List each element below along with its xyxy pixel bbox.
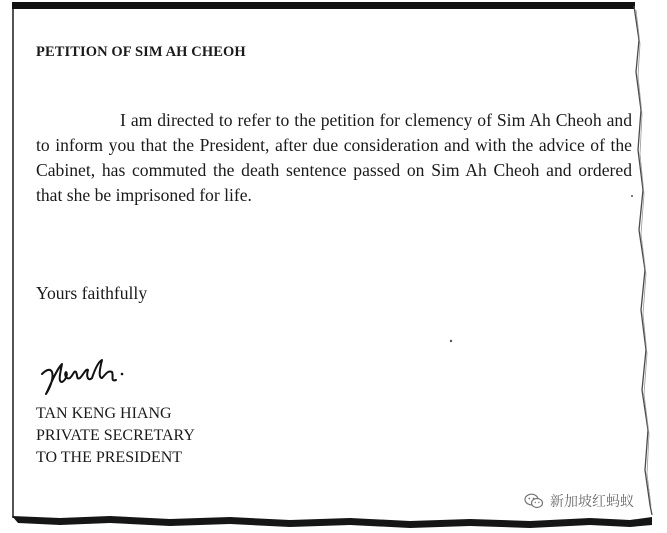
letter-body: I am directed to refer to the petition for clemency of Sim Ah Cheoh and to inform you that the President, after due consideration and with the advice of the Cabinet, has commuted the death sentence passed on Sim Ah Cheoh and ordered that she be imprisoned for life. [36,110,632,205]
watermark [524,491,634,511]
watermark-text: 新加坡红蚂蚁 [550,494,634,510]
signatory-name: TAN KENG HIANG [36,405,172,422]
closing-line: Yours faithfully [36,283,148,303]
signatory-position-office: TO THE PRESIDENT [36,449,183,466]
signature-block [36,403,195,469]
petition-title: PETITION OF SIM AH CHEOH [36,44,246,60]
handwritten-signature [36,352,136,400]
signatory-position: PRIVATE SECRETARY [36,427,195,444]
wechat-icon [524,493,544,509]
